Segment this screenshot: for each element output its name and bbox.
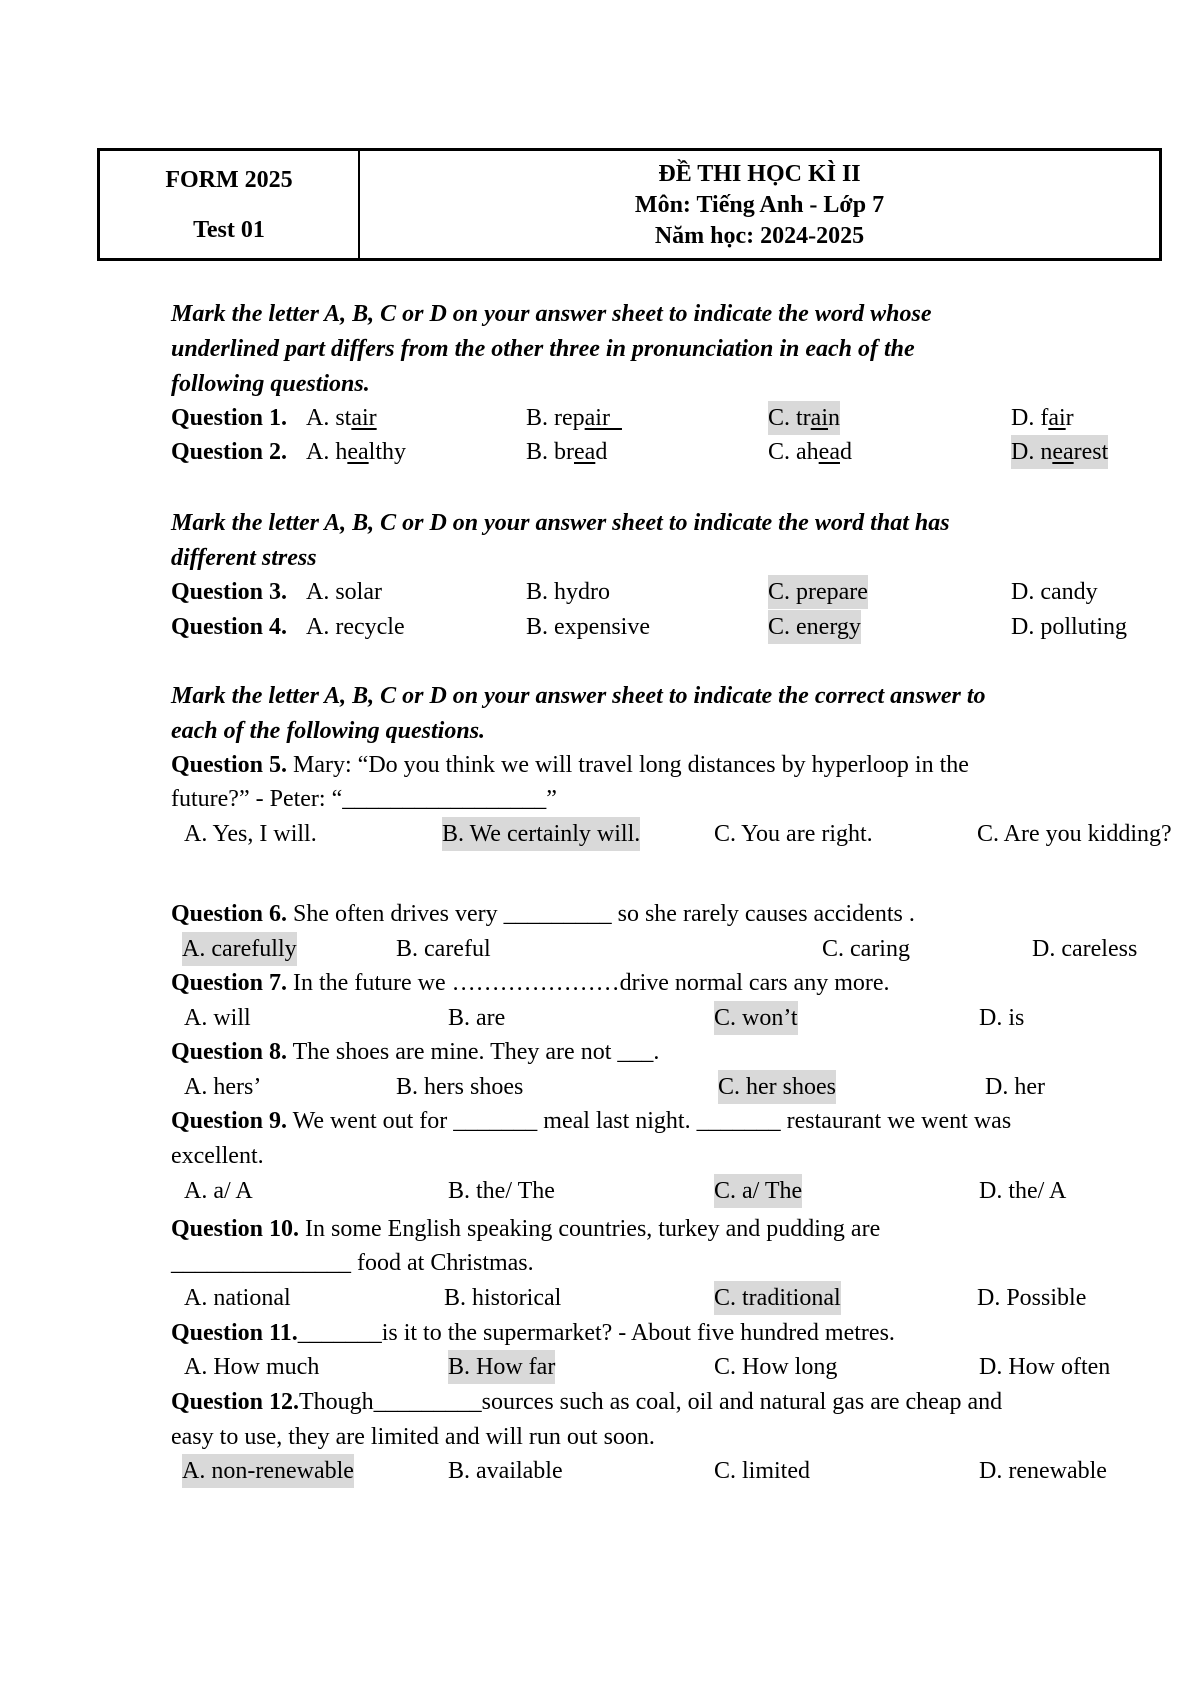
header-right-cell (360, 151, 1159, 258)
q11-option-d[interactable]: D. How often (979, 1354, 1111, 1380)
question-1 (171, 401, 287, 435)
question-5 (171, 748, 969, 782)
question-8 (171, 1035, 659, 1069)
question-10-cont (171, 1246, 534, 1280)
q5-option-d[interactable]: C. Are you kidding? (977, 821, 1172, 847)
question-4 (171, 610, 287, 644)
question-11 (171, 1316, 895, 1350)
question-text: She often drives very _________ so she rarely causes accidents . (287, 901, 915, 927)
q9-option-c[interactable]: C. a/ The (714, 1174, 802, 1208)
test-label: Test 01 (193, 217, 265, 243)
instruction-line: following questions. (171, 371, 370, 397)
q2-option-c[interactable]: C. ahead (768, 439, 852, 465)
q10-option-c[interactable]: C. traditional (714, 1281, 841, 1315)
q2-option-b[interactable]: B. bread (526, 439, 608, 465)
instruction-line: underlined part differs from the other three in pronunciation in each of the (171, 336, 915, 362)
question-label: Question 5. (171, 752, 288, 778)
q5-option-a[interactable]: A. Yes, I will. (184, 821, 317, 847)
q9-option-d[interactable]: D. the/ A (979, 1178, 1067, 1204)
instruction-line: Mark the letter A, B, C or D on your answer sheet to indicate the word whose (171, 301, 932, 327)
question-text: excellent. (171, 1143, 264, 1169)
q3-option-c[interactable]: C. prepare (768, 575, 868, 609)
q3-option-d[interactable]: D. candy (1011, 579, 1098, 605)
q3-option-b[interactable]: B. hydro (526, 579, 610, 605)
question-10 (171, 1212, 880, 1246)
q10-option-d[interactable]: D. Possible (977, 1285, 1087, 1311)
question-text: We went out for _______ meal last night. _______ restaurant we went was (287, 1108, 1012, 1134)
question-text: The shoes are mine. They are not ___. (287, 1039, 660, 1065)
instruction-line: Mark the letter A, B, C or D on your answer sheet to indicate the correct answer to (171, 683, 986, 709)
question-text: _______is it to the supermarket? - About five hundred metres. (297, 1320, 895, 1346)
question-2 (171, 435, 287, 469)
q4-option-c[interactable]: C. energy (768, 610, 861, 644)
question-label: Question 8. (171, 1039, 288, 1065)
q1-option-a[interactable]: A. stair (306, 405, 377, 431)
q5-option-c[interactable]: C. You are right. (714, 821, 873, 847)
question-label: Question 10. (171, 1216, 300, 1242)
question-3 (171, 575, 287, 609)
instruction-line: Mark the letter A, B, C or D on your answer sheet to indicate the word that has (171, 510, 950, 536)
q6-option-c[interactable]: C. caring (822, 936, 910, 962)
question-text: Mary: “Do you think we will travel long distances by hyperloop in the (287, 752, 969, 778)
question-label: Question 2. (171, 439, 288, 465)
question-label: Question 11. (171, 1320, 298, 1346)
q1-option-d[interactable]: D. fair (1011, 405, 1074, 431)
question-label: Question 7. (171, 970, 288, 996)
section-2-instruction (171, 506, 950, 576)
question-7 (171, 966, 890, 1000)
question-6 (171, 897, 915, 931)
section-3-instruction (171, 679, 986, 749)
q5-option-b[interactable]: B. We certainly will. (442, 817, 640, 851)
q12-option-d[interactable]: D. renewable (979, 1458, 1107, 1484)
question-text: In the future we …………………drive normal cars any more. (287, 970, 890, 996)
question-text: future?” - Peter: “_________________” (171, 786, 557, 812)
question-label: Question 6. (171, 901, 288, 927)
q8-option-a[interactable]: A. hers’ (184, 1074, 262, 1100)
q2-option-d[interactable]: D. nearest (1011, 435, 1108, 469)
question-label: Question 3. (171, 579, 288, 605)
q3-option-a[interactable]: A. solar (306, 579, 382, 605)
question-5-cont (171, 782, 557, 816)
q6-option-b[interactable]: B. careful (396, 936, 491, 962)
question-text: _______________ food at Christmas. (171, 1250, 534, 1276)
q7-option-b[interactable]: B. are (448, 1005, 506, 1031)
exam-year: Năm học: 2024-2025 (654, 223, 865, 249)
exam-header (97, 148, 1162, 261)
q12-option-c[interactable]: C. limited (714, 1458, 810, 1484)
q4-option-a[interactable]: A. recycle (306, 614, 405, 640)
q11-option-c[interactable]: C. How long (714, 1354, 838, 1380)
instruction-line: different stress (171, 545, 317, 571)
header-left-cell (100, 151, 360, 258)
section-1-instruction (171, 297, 932, 402)
question-text: easy to use, they are limited and will run out soon. (171, 1424, 655, 1450)
instruction-line: each of the following questions. (171, 718, 486, 744)
q11-option-b[interactable]: B. How far (448, 1350, 555, 1384)
q7-option-d[interactable]: D. is (979, 1005, 1025, 1031)
form-label: FORM 2025 (165, 167, 293, 193)
q7-option-a[interactable]: A. will (184, 1005, 251, 1031)
question-label: Question 12. (171, 1389, 300, 1415)
q1-option-b[interactable]: B. repair (526, 405, 622, 431)
q8-option-d[interactable]: D. her (985, 1074, 1045, 1100)
q8-option-b[interactable]: B. hers shoes (396, 1074, 524, 1100)
q4-option-d[interactable]: D. polluting (1011, 614, 1128, 640)
q8-option-c[interactable]: C. her shoes (718, 1070, 836, 1104)
question-label: Question 4. (171, 614, 288, 640)
q9-option-b[interactable]: B. the/ The (448, 1178, 555, 1204)
q4-option-b[interactable]: B. expensive (526, 614, 650, 640)
exam-title: ĐỀ THI HỌC KÌ II (658, 161, 861, 187)
question-label: Question 1. (171, 405, 288, 431)
question-text: Though_________sources such as coal, oil and natural gas are cheap and (299, 1389, 1003, 1415)
q12-option-b[interactable]: B. available (448, 1458, 563, 1484)
question-9 (171, 1104, 1011, 1138)
q1-option-c[interactable]: C. train (768, 401, 840, 435)
q6-option-d[interactable]: D. careless (1032, 936, 1138, 962)
question-12-cont (171, 1420, 655, 1454)
q7-option-c[interactable]: C. won’t (714, 1001, 798, 1035)
question-label: Question 9. (171, 1108, 288, 1134)
q10-option-b[interactable]: B. historical (444, 1285, 562, 1311)
q11-option-a[interactable]: A. How much (184, 1354, 320, 1380)
question-12 (171, 1385, 1002, 1419)
question-9-cont (171, 1139, 264, 1173)
q2-option-a[interactable]: A. healthy (306, 439, 406, 465)
q9-option-a[interactable]: A. a/ A (184, 1178, 253, 1204)
q10-option-a[interactable]: A. national (184, 1285, 291, 1311)
question-text: In some English speaking countries, turkey and pudding are (299, 1216, 881, 1242)
q12-option-a[interactable]: A. non-renewable (182, 1454, 354, 1488)
q6-option-a[interactable]: A. carefully (182, 932, 297, 966)
exam-subject: Môn: Tiếng Anh - Lớp 7 (634, 192, 885, 218)
